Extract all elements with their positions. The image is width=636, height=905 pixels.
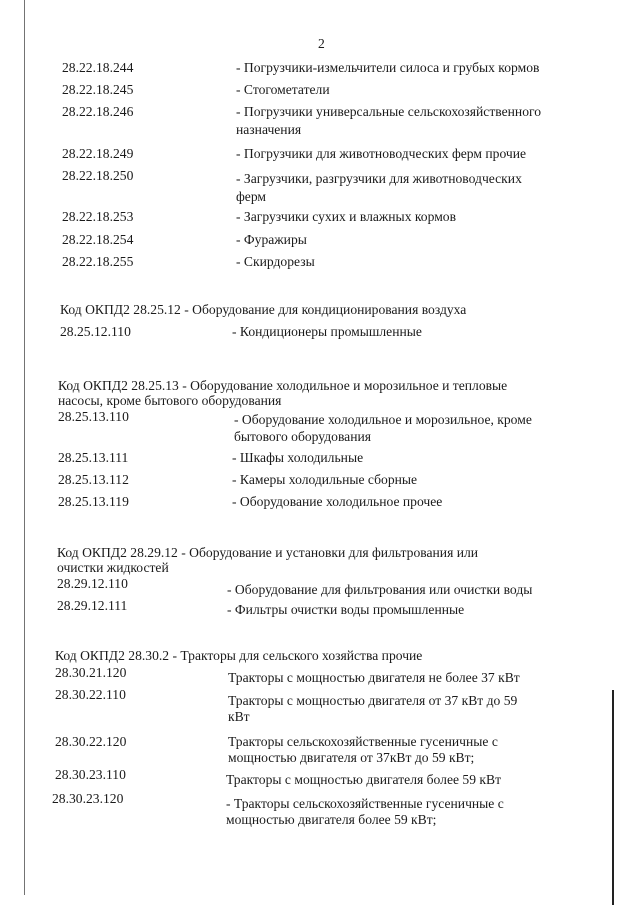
page-number: 2: [318, 36, 325, 51]
item-code: 28.30.22.110: [55, 687, 126, 702]
item-code: 28.22.18.244: [62, 60, 134, 75]
item-description-continued: ферм: [236, 189, 267, 204]
item-description: Тракторы с мощностью двигателя от 37 кВт до 59: [228, 693, 518, 708]
item-description: - Фильтры очистки воды промышленные: [227, 602, 465, 617]
item-description: - Загрузчики сухих и влажных кормов: [236, 209, 457, 224]
item-code: 28.22.18.254: [62, 232, 134, 247]
section-heading-continued: очистки жидкостей: [57, 560, 169, 575]
section-heading: Код ОКПД2 28.30.2 - Тракторы для сельского хозяйства прочие: [55, 648, 423, 663]
item-code: 28.22.18.249: [62, 146, 134, 161]
section-heading-continued: насосы, кроме бытового оборудования: [58, 393, 282, 408]
section-heading: Код ОКПД2 28.25.13 - Оборудование холодильное и морозильное и тепловые: [58, 378, 508, 393]
item-code: 28.29.12.111: [57, 598, 128, 613]
item-code: 28.30.23.120: [52, 791, 124, 806]
item-code: 28.22.18.245: [62, 82, 134, 97]
item-description: - Тракторы сельскохозяйственные гусеничные с: [226, 796, 504, 811]
item-description-continued: кВт: [228, 709, 250, 724]
item-description: - Камеры холодильные сборные: [232, 472, 418, 487]
item-description-continued: бытового оборудования: [234, 429, 372, 444]
item-code: 28.30.21.120: [55, 665, 127, 680]
item-description-continued: назначения: [236, 122, 302, 137]
item-description: - Погрузчики для животноводческих ферм прочие: [236, 146, 527, 161]
scan-edge-right: [612, 690, 614, 905]
item-description: - Оборудование для фильтрования или очистки воды: [227, 582, 533, 597]
item-description: - Оборудование холодильное прочее: [232, 494, 443, 509]
item-code: 28.30.22.120: [55, 734, 127, 749]
item-code: 28.22.18.255: [62, 254, 134, 269]
item-description: Тракторы сельскохозяйственные гусеничные с: [228, 734, 498, 749]
item-description: - Фуражиры: [236, 232, 307, 247]
item-description: - Загрузчики, разгрузчики для животноводческих: [236, 171, 522, 186]
item-description: - Погрузчики универсальные сельскохозяйственного: [236, 104, 542, 119]
section-heading: Код ОКПД2 28.29.12 - Оборудование и установки для фильтрования или: [57, 545, 479, 560]
section-heading: Код ОКПД2 28.25.12 - Оборудование для кондиционирования воздуха: [60, 302, 467, 317]
item-code: 28.25.13.112: [58, 472, 129, 487]
item-code: 28.25.13.111: [58, 450, 129, 465]
item-description: Тракторы с мощностью двигателя более 59 кВт: [226, 772, 502, 787]
scan-edge-left: [24, 0, 25, 895]
item-description: - Оборудование холодильное и морозильное, кроме: [234, 412, 532, 427]
item-code: 28.25.13.110: [58, 409, 129, 424]
item-code: 28.22.18.253: [62, 209, 134, 224]
item-description: - Кондиционеры промышленные: [232, 324, 422, 339]
item-code: 28.22.18.250: [62, 168, 134, 183]
item-code: 28.22.18.246: [62, 104, 134, 119]
item-description: - Погрузчики-измельчители силоса и грубых кормов: [236, 60, 540, 75]
item-description: - Шкафы холодильные: [232, 450, 364, 465]
item-code: 28.25.12.110: [60, 324, 131, 339]
item-code: 28.29.12.110: [57, 576, 128, 591]
item-description-continued: мощностью двигателя от 37кВт до 59 кВт;: [228, 750, 475, 765]
item-description: - Скирдорезы: [236, 254, 315, 269]
item-code: 28.30.23.110: [55, 767, 126, 782]
item-code: 28.25.13.119: [58, 494, 129, 509]
item-description: Тракторы с мощностью двигателя не более 37 кВт: [228, 670, 520, 685]
item-description: - Стогометатели: [236, 82, 330, 97]
item-description-continued: мощностью двигателя более 59 кВт;: [226, 812, 437, 827]
